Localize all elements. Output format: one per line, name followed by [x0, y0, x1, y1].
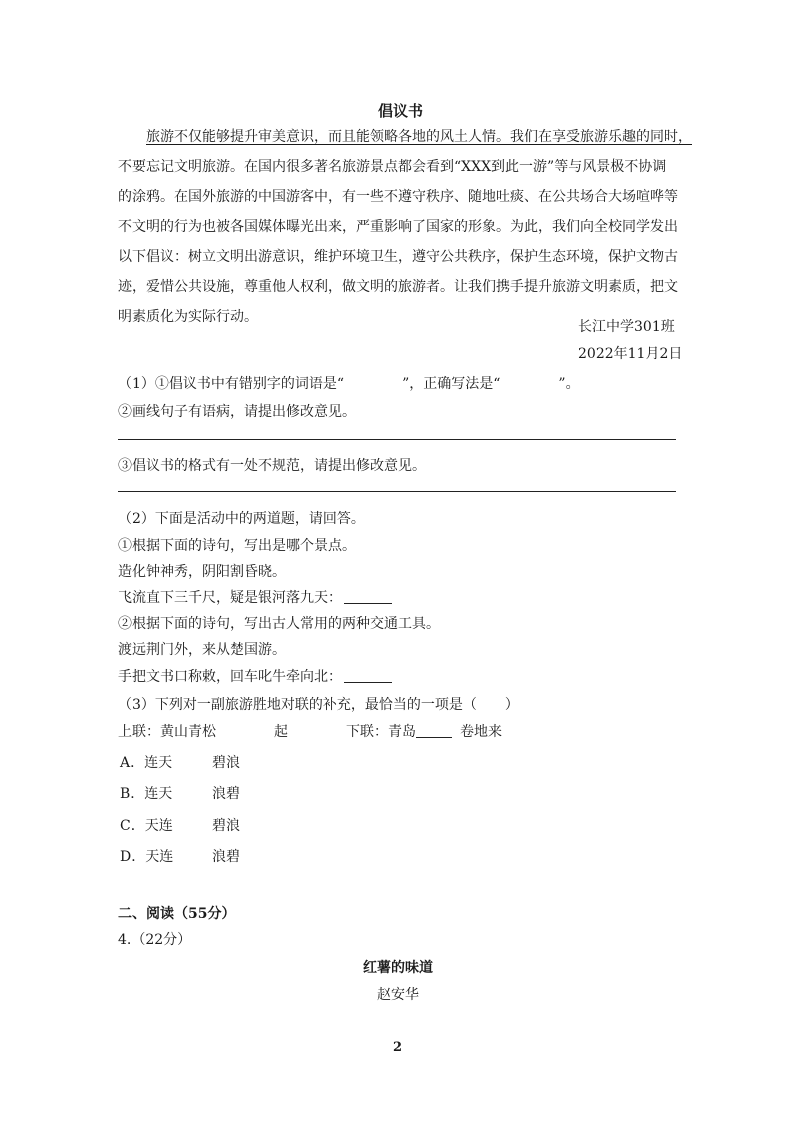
q1-part1-middle: ”，正确写法是“	[402, 376, 501, 392]
option-a[interactable]	[120, 752, 320, 772]
essay-title: 红薯的味道	[363, 960, 433, 976]
poem2-line1: 渡远荆门外，来从楚国游。	[118, 642, 286, 658]
couplet-lower-blank[interactable]	[416, 723, 452, 738]
poem1-line2-text: 飞流直下三千尺，疑是银河落九天：	[118, 590, 342, 606]
letter-line-5: 以下倡议：树立文明出游意识，维护环境卫生，遵守公共秩序，保护生态环境，保护文物古	[118, 249, 678, 265]
option-d-label: D．天连	[120, 849, 174, 865]
letter-signature: 长江中学301班	[578, 319, 675, 335]
couplet-lower: 下联：青岛	[346, 724, 416, 740]
q1-part1	[118, 373, 580, 393]
poem2-line2	[118, 666, 392, 686]
option-b-value: 浪碧	[212, 786, 240, 802]
option-b-label: B．连天	[120, 786, 173, 802]
option-c[interactable]	[120, 815, 320, 835]
couplet-upper: 上联：黄山青松	[118, 724, 216, 740]
q2-sub1: ①根据下面的诗句，写出是哪个景点。	[118, 538, 356, 554]
letter-line-7: 明素质化为实际行动。	[118, 309, 258, 325]
answer-line-2[interactable]	[118, 491, 676, 492]
letter-line-1	[118, 122, 692, 152]
answer-line-1[interactable]	[118, 439, 676, 440]
option-d-value: 浪碧	[212, 849, 240, 865]
poem1-line1: 造化钟神秀，阴阳割昏晓。	[118, 564, 286, 580]
poem1-line2	[118, 587, 392, 607]
option-d[interactable]	[120, 846, 320, 866]
poem2-line2-text: 手把文书口称敕，回车叱牛牵向北：	[118, 669, 342, 685]
letter-date: 2022年11月2日	[578, 346, 683, 362]
q3-stem: （3）下列对一副旅游胜地对联的补充，最恰当的一项是（ ）	[118, 697, 519, 713]
option-b[interactable]	[120, 783, 320, 803]
letter-line-2: 不要忘记文明旅游。在国内很多著名旅游景点都会看到“XXX到此一游”等与风景极不协调	[118, 159, 667, 175]
option-a-label: A．连天	[120, 755, 173, 771]
option-c-value: 碧浪	[212, 818, 240, 834]
section-heading: 二、阅读（55分）	[118, 906, 236, 922]
q1-part3: ③倡议书的格式有一处不规范，请提出修改意见。	[118, 458, 426, 474]
couplet	[118, 721, 502, 741]
q2-intro: （2）下面是活动中的两道题，请回答。	[118, 511, 365, 527]
q1-part1-suffix: ”。	[558, 376, 580, 392]
answer-blank-scenic-spot[interactable]	[344, 589, 392, 604]
q2-sub2: ②根据下面的诗句，写出古人常用的两种交通工具。	[118, 616, 440, 632]
letter-body	[118, 122, 692, 332]
essay-author: 赵安华	[377, 987, 419, 1003]
letter-title: 倡议书	[378, 102, 424, 120]
option-c-label: C．天连	[120, 818, 173, 834]
letter-line-3: 的涂鸦。在国外旅游的中国游客中，有一些不遵守秩序、随地吐痰、在公共场合大场喧哗等	[118, 189, 678, 205]
couplet-lower-end: 卷地来	[460, 724, 502, 740]
letter-line-6: 迹，爱惜公共设施，尊重他人权利，做文明的旅游者。让我们携手提升旅游文明素质，把文	[118, 279, 678, 295]
couplet-upper-end: 起	[274, 724, 288, 740]
question-number: 4.（22分）	[118, 932, 192, 948]
page-number: 2	[393, 1040, 403, 1055]
q1-part2: ②画线句子有语病，请提出修改意见。	[118, 404, 356, 420]
q1-part1-prefix: （1）①倡议书中有错别字的词语是“	[118, 376, 345, 392]
option-a-value: 碧浪	[212, 755, 240, 771]
letter-line-4: 不文明的行为也被各国媒体曝光出来，严重影响了国家的形象。为此，我们向全校同学发出	[118, 219, 678, 235]
underlined-sentence: 旅游不仅能够提升审美意识，而且能领略各地的风土人情。我们在享受旅游乐趣的同时，	[146, 129, 692, 145]
answer-blank-transport[interactable]	[344, 668, 392, 683]
